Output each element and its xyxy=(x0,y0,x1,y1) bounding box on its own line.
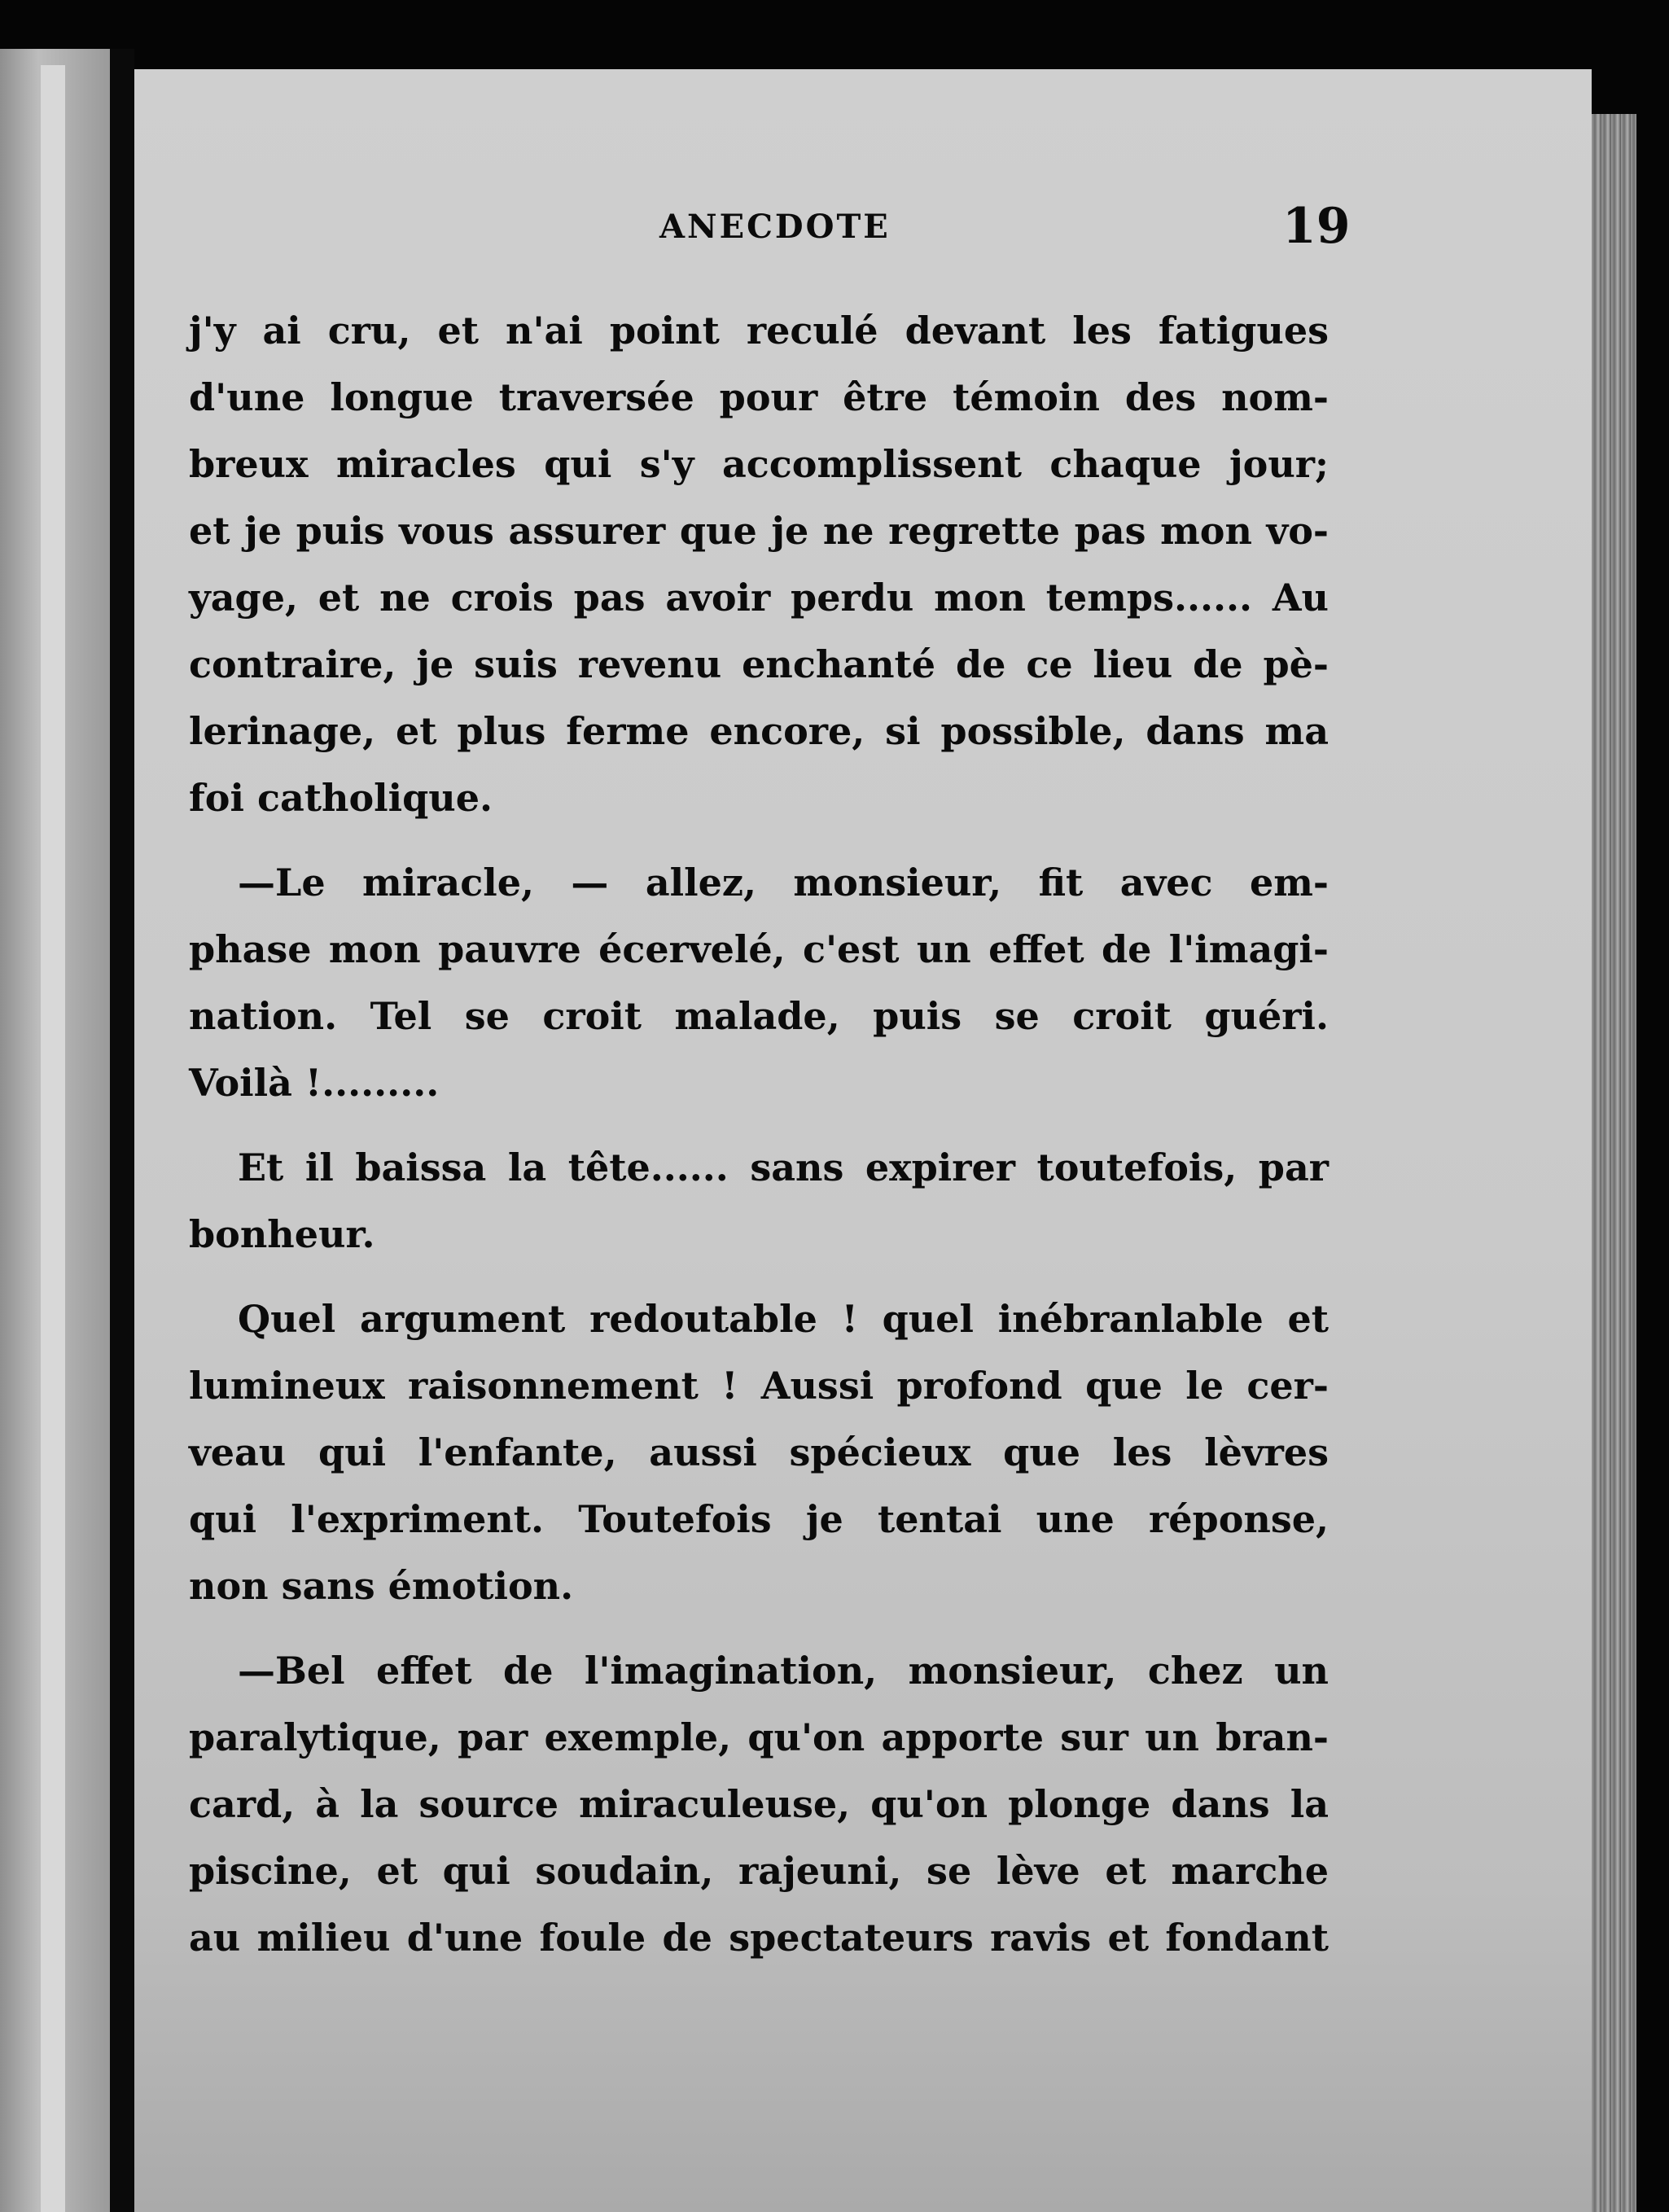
paragraph-3 xyxy=(189,1134,1329,1268)
text-line: contraire, je suis revenu enchanté de ce lieu de pè- xyxy=(189,642,1329,686)
paragraph-4 xyxy=(189,1286,1329,1619)
text-line: au milieu d'une foule de spectateurs ravis et fondant xyxy=(189,1916,1329,1960)
running-header xyxy=(134,199,1592,265)
paragraph-5 xyxy=(189,1637,1329,1971)
text-line: foi catholique. xyxy=(189,776,493,820)
text-line: lerinage, et plus ferme encore, si possible, dans ma xyxy=(189,709,1329,753)
text-line: qui l'expriment. Toutefois je tentai une réponse, xyxy=(189,1497,1329,1541)
text-line: Quel argument redoutable ! quel inébranlable et xyxy=(238,1297,1329,1341)
text-line: veau qui l'enfante, aussi spécieux que les lèvres xyxy=(189,1430,1329,1474)
text-line: et je puis vous assurer que je ne regrette pas mon vo- xyxy=(189,509,1329,553)
body-text xyxy=(189,297,1329,1971)
running-title: ANECDOTE xyxy=(659,208,891,246)
text-line: bonheur. xyxy=(189,1212,375,1256)
text-line: —Le miracle, — allez, monsieur, fit avec em- xyxy=(238,861,1329,905)
text-line: nation. Tel se croit malade, puis se croit guéri. xyxy=(189,994,1329,1038)
text-line: d'une longue traversée pour être témoin des nom- xyxy=(189,375,1329,419)
text-line: yage, et ne crois pas avoir perdu mon temps...... Au xyxy=(189,576,1329,620)
text-line: Et il baissa la tête...... sans expirer toutefois, par xyxy=(238,1145,1329,1189)
page-stack-edge xyxy=(1592,114,1636,2212)
text-line: breux miracles qui s'y accomplissent chaque jour; xyxy=(189,442,1329,486)
text-line: piscine, et qui soudain, rajeuni, se lève et marche xyxy=(189,1849,1329,1893)
page-number: 19 xyxy=(1282,198,1351,255)
text-line: phase mon pauvre écervelé, c'est un effet de l'imagi- xyxy=(189,927,1329,971)
text-line: card, à la source miraculeuse, qu'on plonge dans la xyxy=(189,1782,1329,1826)
text-line: paralytique, par exemple, qu'on apporte sur un bran- xyxy=(189,1715,1329,1759)
text-line: lumineux raisonnement ! Aussi profond que le cer- xyxy=(189,1364,1329,1408)
text-line: —Bel effet de l'imagination, monsieur, chez un xyxy=(238,1649,1329,1693)
paragraph-2 xyxy=(189,849,1329,1116)
text-line: Voilà !......... xyxy=(189,1061,440,1105)
book-spine-gutter xyxy=(110,49,134,2212)
scan-background-right xyxy=(1636,0,1669,2212)
paragraph-1 xyxy=(189,297,1329,831)
text-line: j'y ai cru, et n'ai point reculé devant les fatigues xyxy=(189,309,1329,353)
facing-page-margin xyxy=(41,65,65,2212)
text-line: non sans émotion. xyxy=(189,1564,574,1608)
